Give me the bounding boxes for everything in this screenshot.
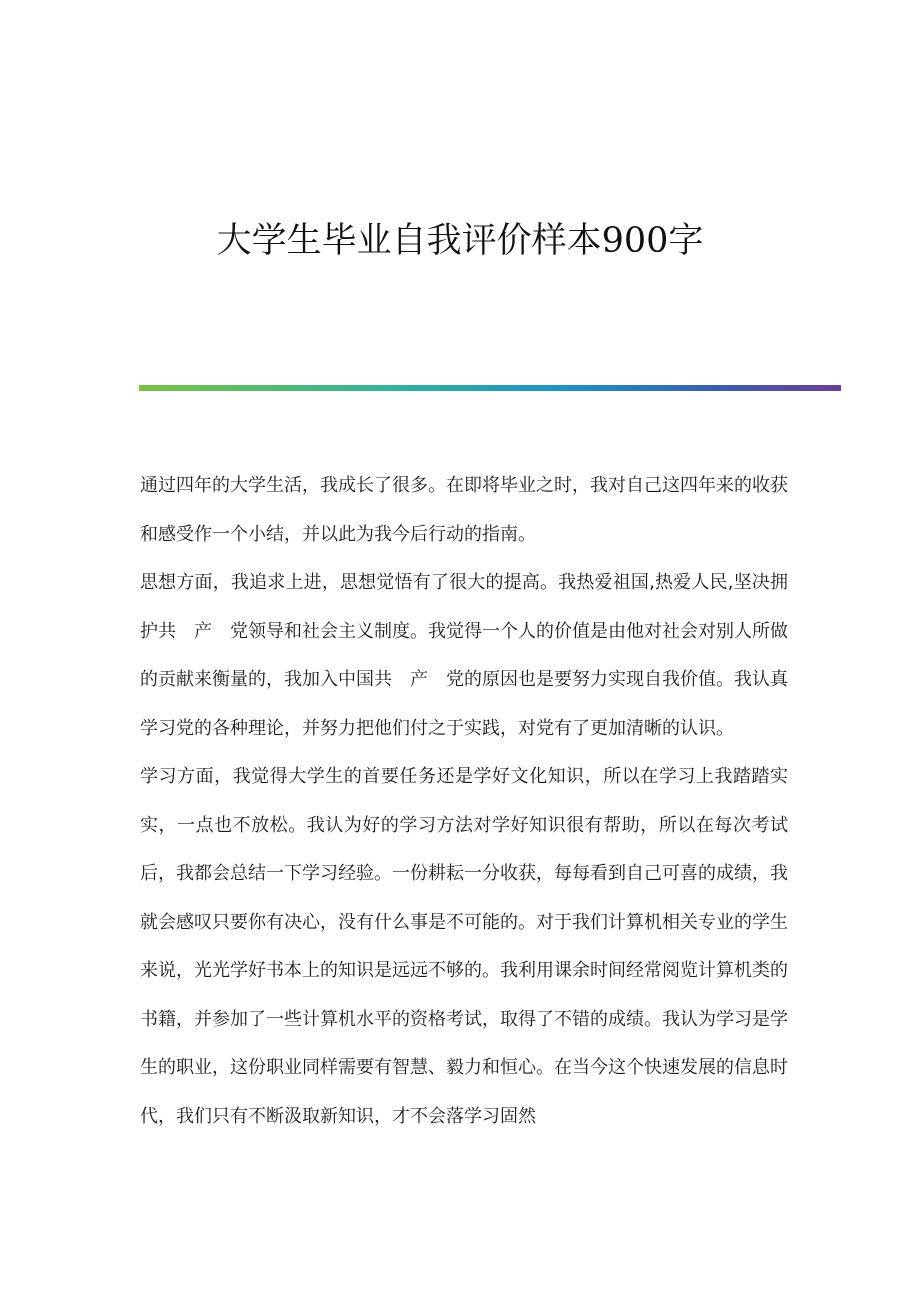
paragraph-study: 学习方面，我觉得大学生的首要任务还是学好文化知识，所以在学习上我踏踏实实，一点也不放松。我认为好的学习方法对学好知识很有帮助，所以在每次考试后，我都会总结一下学习经验。一份耕耘一分收获，每每看到自己可喜的成绩，我就会感叹只要你有决心，没有什么事是不可能的。对于我们计算机相关专业的学生来说，光光学好书本上的知识是远远不够的。我利用课余时间经常阅览计算机类的书籍，并参加了一些计算机水平的资格考试，取得了不错的成绩。我认为学习是学生的职业，这份职业同样需要有智慧、毅力和恒心。在当今这个快速发展的信息时代，我们只有不断汲取新知识，才不会落学习固然 [140, 766, 788, 1127]
document-title: 大学生毕业自我评价样本900字 [216, 221, 704, 261]
title-divider [139, 385, 841, 391]
paragraph-ideology: 思想方面，我追求上进，思想觉悟有了很大的提高。我热爱祖国,热爱人民,坚决拥护共 产 党领导和社会主义制度。我觉得一个人的价值是由他对社会对别人所做的贡献来衡量的，我加入中国共 产 党的原因也是要努力实现自我价值。我认真学习党的各种理论，并努力把他们付之于实践，对党有了更加清晰的认识。 [140, 572, 788, 739]
document-body [140, 462, 788, 1141]
paragraph-intro: 通过四年的大学生活，我成长了很多。在即将毕业之时，我对自己这四年来的收获和感受作一个小结，并以此为我今后行动的指南。 [140, 475, 788, 545]
